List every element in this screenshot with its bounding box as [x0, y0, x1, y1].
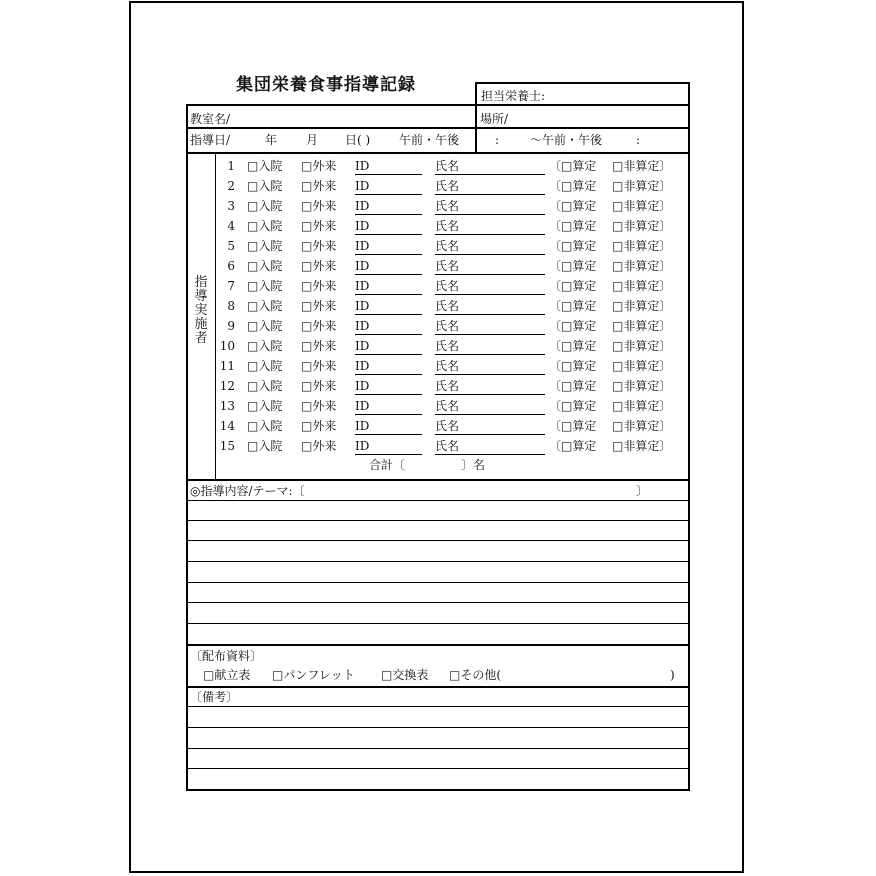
materials-menu: □献立表 — [203, 668, 251, 682]
patient-id-underline[interactable] — [355, 394, 422, 395]
non-billable-checkbox: □非算定〕 — [612, 339, 672, 353]
patient-id-label: ID — [355, 199, 370, 213]
outpatient-checkbox: □外来 — [301, 419, 337, 433]
inpatient-checkbox: □入院 — [247, 399, 283, 413]
outpatient-checkbox: □外来 — [301, 259, 337, 273]
patient-name-underline[interactable] — [435, 254, 545, 255]
patient-id-label: ID — [355, 159, 370, 173]
patient-name-underline[interactable] — [435, 314, 545, 315]
patient-name-label: 氏名 — [435, 399, 460, 413]
patient-id-label: ID — [355, 299, 370, 313]
total-label: 合計〔 — [369, 458, 406, 472]
guidance-date-label: 指導日/ — [190, 133, 231, 147]
outpatient-checkbox: □外来 — [301, 299, 337, 313]
billable-checkbox: 〔□算定 — [549, 359, 597, 373]
patient-id-label: ID — [355, 399, 370, 413]
patient-name-label: 氏名 — [435, 259, 460, 273]
patient-id-underline[interactable] — [355, 454, 422, 455]
patient-id-underline[interactable] — [355, 274, 422, 275]
start-time-colon: : — [495, 133, 500, 147]
non-billable-checkbox: □非算定〕 — [612, 159, 672, 173]
patient-name-underline[interactable] — [435, 234, 545, 235]
patient-name-label: 氏名 — [435, 219, 460, 233]
classroom-label: 教室名/ — [190, 112, 231, 126]
patient-row-number: 5 — [227, 239, 235, 253]
patient-name-underline[interactable] — [435, 334, 545, 335]
outpatient-checkbox: □外来 — [301, 159, 337, 173]
patient-name-label: 氏名 — [435, 419, 460, 433]
month-label: 月 — [306, 133, 319, 147]
inpatient-checkbox: □入院 — [247, 259, 283, 273]
patient-row-number: 10 — [219, 339, 235, 353]
patient-id-label: ID — [355, 439, 370, 453]
patient-id-underline[interactable] — [355, 174, 422, 175]
materials-other: □その他( — [449, 668, 502, 682]
patient-name-label: 氏名 — [435, 159, 460, 173]
billable-checkbox: 〔□算定 — [549, 339, 597, 353]
patient-id-underline[interactable] — [355, 334, 422, 335]
non-billable-checkbox: □非算定〕 — [612, 299, 672, 313]
non-billable-checkbox: □非算定〕 — [612, 439, 672, 453]
non-billable-checkbox: □非算定〕 — [612, 279, 672, 293]
billable-checkbox: 〔□算定 — [549, 259, 597, 273]
patient-id-label: ID — [355, 419, 370, 433]
non-billable-checkbox: □非算定〕 — [612, 239, 672, 253]
patient-name-label: 氏名 — [435, 179, 460, 193]
non-billable-checkbox: □非算定〕 — [612, 319, 672, 333]
patient-name-label: 氏名 — [435, 359, 460, 373]
am-pm-start-label: 午前・午後 — [399, 133, 460, 147]
outpatient-checkbox: □外来 — [301, 279, 337, 293]
patient-id-label: ID — [355, 219, 370, 233]
patient-id-label: ID — [355, 259, 370, 273]
patients-section-text: 指導実施者 — [194, 275, 208, 346]
billable-checkbox: 〔□算定 — [549, 199, 597, 213]
patient-row-number: 8 — [227, 299, 235, 313]
inpatient-checkbox: □入院 — [247, 159, 283, 173]
patient-name-label: 氏名 — [435, 339, 460, 353]
patient-name-underline[interactable] — [435, 174, 545, 175]
inpatient-checkbox: □入院 — [247, 179, 283, 193]
patient-name-label: 氏名 — [435, 299, 460, 313]
patient-name-label: 氏名 — [435, 239, 460, 253]
inpatient-checkbox: □入院 — [247, 299, 283, 313]
patient-id-underline[interactable] — [355, 294, 422, 295]
patient-name-label: 氏名 — [435, 279, 460, 293]
patient-id-underline[interactable] — [355, 314, 422, 315]
patient-row-number: 6 — [227, 259, 235, 273]
patient-id-underline[interactable] — [355, 214, 422, 215]
billable-checkbox: 〔□算定 — [549, 299, 597, 313]
outpatient-checkbox: □外来 — [301, 399, 337, 413]
patient-id-label: ID — [355, 319, 370, 333]
outpatient-checkbox: □外来 — [301, 379, 337, 393]
patient-id-underline[interactable] — [355, 354, 422, 355]
dietitian-box — [475, 82, 690, 106]
patient-id-label: ID — [355, 279, 370, 293]
materials-exchange: □交換表 — [381, 668, 429, 682]
patient-name-label: 氏名 — [435, 319, 460, 333]
patient-row-number: 12 — [219, 379, 235, 393]
non-billable-checkbox: □非算定〕 — [612, 219, 672, 233]
patient-row-number: 4 — [227, 219, 235, 233]
patient-name-underline[interactable] — [435, 434, 545, 435]
patient-row-number: 11 — [219, 359, 235, 373]
patient-id-label: ID — [355, 239, 370, 253]
patient-id-underline[interactable] — [355, 434, 422, 435]
document-title: 集団栄養食事指導記録 — [236, 75, 416, 95]
patient-id-underline[interactable] — [355, 194, 422, 195]
am-pm-end-label: 〜午前・午後 — [530, 133, 603, 147]
patients-section-label — [194, 276, 208, 346]
billable-checkbox: 〔□算定 — [549, 379, 597, 393]
non-billable-checkbox: □非算定〕 — [612, 359, 672, 373]
outpatient-checkbox: □外来 — [301, 239, 337, 253]
billable-checkbox: 〔□算定 — [549, 239, 597, 253]
materials-label: 〔配布資料〕 — [190, 649, 263, 663]
non-billable-checkbox: □非算定〕 — [612, 259, 672, 273]
billable-checkbox: 〔□算定 — [549, 219, 597, 233]
patient-row-number: 15 — [219, 439, 235, 453]
total-suffix: 〕名 — [461, 458, 486, 472]
inpatient-checkbox: □入院 — [247, 239, 283, 253]
patient-name-underline[interactable] — [435, 374, 545, 375]
non-billable-checkbox: □非算定〕 — [612, 419, 672, 433]
dietitian-label: 担当栄養士: — [481, 89, 546, 103]
outpatient-checkbox: □外来 — [301, 179, 337, 193]
patient-row-number: 14 — [219, 419, 235, 433]
patient-id-underline[interactable] — [355, 414, 422, 415]
inpatient-checkbox: □入院 — [247, 279, 283, 293]
outpatient-checkbox: □外来 — [301, 359, 337, 373]
theme-close: 〕 — [636, 484, 649, 498]
patient-name-underline[interactable] — [435, 294, 545, 295]
patient-name-label: 氏名 — [435, 439, 460, 453]
theme-label: ◎指導内容/テーマ:〔 — [190, 484, 305, 498]
billable-checkbox: 〔□算定 — [549, 179, 597, 193]
billable-checkbox: 〔□算定 — [549, 419, 597, 433]
non-billable-checkbox: □非算定〕 — [612, 379, 672, 393]
non-billable-checkbox: □非算定〕 — [612, 199, 672, 213]
patient-row-number: 2 — [227, 179, 235, 193]
patient-name-underline[interactable] — [435, 354, 545, 355]
end-time-colon: : — [636, 133, 641, 147]
patient-name-underline[interactable] — [435, 274, 545, 275]
inpatient-checkbox: □入院 — [247, 419, 283, 433]
patient-name-underline[interactable] — [435, 414, 545, 415]
patient-row-number: 3 — [227, 199, 235, 213]
patient-row-number: 7 — [227, 279, 235, 293]
billable-checkbox: 〔□算定 — [549, 439, 597, 453]
inpatient-checkbox: □入院 — [247, 359, 283, 373]
remarks-label: 〔備考〕 — [190, 690, 239, 704]
outpatient-checkbox: □外来 — [301, 439, 337, 453]
patient-name-underline[interactable] — [435, 214, 545, 215]
day-label: 日( ) — [345, 133, 371, 147]
patient-row-number: 1 — [227, 159, 235, 173]
patient-id-underline[interactable] — [355, 234, 422, 235]
patient-row-number: 9 — [227, 319, 235, 333]
patient-id-label: ID — [355, 359, 370, 373]
outpatient-checkbox: □外来 — [301, 319, 337, 333]
place-label: 場所/ — [480, 112, 509, 126]
billable-checkbox: 〔□算定 — [549, 399, 597, 413]
year-label: 年 — [265, 133, 278, 147]
inpatient-checkbox: □入院 — [247, 219, 283, 233]
patient-id-underline[interactable] — [355, 374, 422, 375]
patient-id-underline[interactable] — [355, 254, 422, 255]
patient-name-underline[interactable] — [435, 454, 545, 455]
outpatient-checkbox: □外来 — [301, 199, 337, 213]
patient-name-underline[interactable] — [435, 194, 545, 195]
inpatient-checkbox: □入院 — [247, 379, 283, 393]
inpatient-checkbox: □入院 — [247, 439, 283, 453]
materials-pamphlet: □パンフレット — [272, 668, 355, 682]
patient-id-label: ID — [355, 379, 370, 393]
patient-name-underline[interactable] — [435, 394, 545, 395]
non-billable-checkbox: □非算定〕 — [612, 179, 672, 193]
billable-checkbox: 〔□算定 — [549, 319, 597, 333]
inpatient-checkbox: □入院 — [247, 339, 283, 353]
patient-id-label: ID — [355, 339, 370, 353]
inpatient-checkbox: □入院 — [247, 199, 283, 213]
outpatient-checkbox: □外来 — [301, 339, 337, 353]
outpatient-checkbox: □外来 — [301, 219, 337, 233]
patient-id-label: ID — [355, 179, 370, 193]
non-billable-checkbox: □非算定〕 — [612, 399, 672, 413]
inpatient-checkbox: □入院 — [247, 319, 283, 333]
patient-name-label: 氏名 — [435, 199, 460, 213]
billable-checkbox: 〔□算定 — [549, 279, 597, 293]
patient-name-label: 氏名 — [435, 379, 460, 393]
materials-other-close: ) — [670, 668, 675, 682]
patient-row-number: 13 — [219, 399, 235, 413]
billable-checkbox: 〔□算定 — [549, 159, 597, 173]
